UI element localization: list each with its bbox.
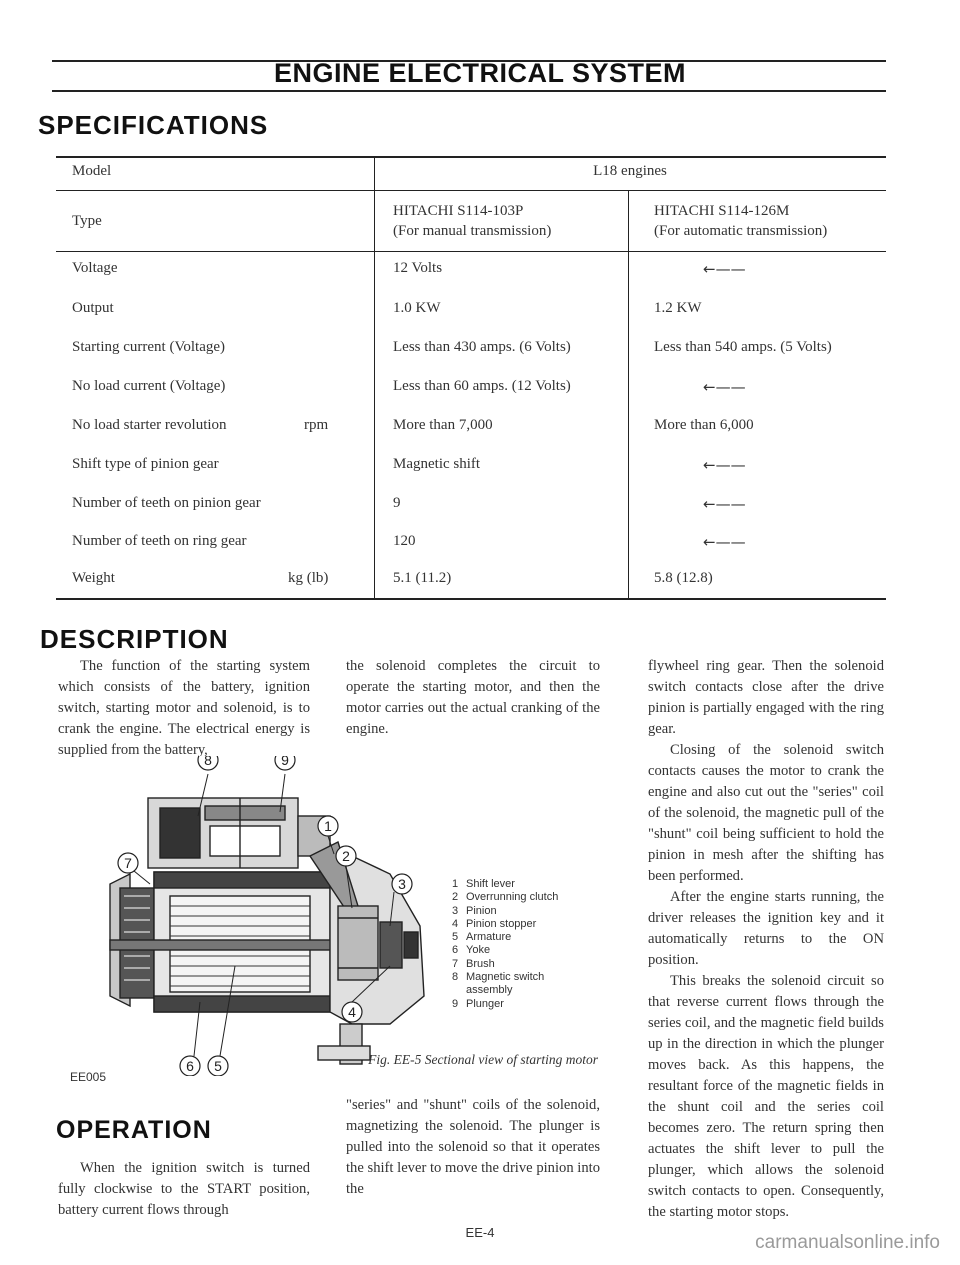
spec-label: Starting current (Voltage) bbox=[72, 339, 226, 355]
spec-type-label: Type bbox=[72, 213, 102, 229]
legend-number: 6 bbox=[452, 944, 459, 957]
callout-9: 9 bbox=[281, 756, 289, 768]
legend-item bbox=[452, 971, 558, 984]
legend-number: 9 bbox=[452, 997, 459, 1010]
legend-number: 5 bbox=[452, 931, 459, 944]
spec-model-value: L18 engines bbox=[593, 163, 667, 179]
spec-unit: rpm bbox=[304, 417, 329, 433]
figure-legend bbox=[452, 878, 558, 1011]
callout-3: 3 bbox=[398, 876, 406, 892]
site-watermark: carmanualsonline.info bbox=[755, 1232, 940, 1253]
legend-item bbox=[452, 944, 558, 957]
callout-2: 2 bbox=[342, 848, 350, 864]
same-as-left-arrow: ←—— bbox=[703, 533, 746, 551]
page-header-title: ENGINE ELECTRICAL SYSTEM bbox=[273, 58, 687, 88]
spec-col1-value: 12 Volts bbox=[393, 260, 443, 276]
legend-text: Armature bbox=[466, 931, 512, 944]
spec-label: No load current (Voltage) bbox=[72, 378, 226, 394]
legend-number: 8 bbox=[452, 971, 459, 984]
same-as-left-arrow: ←—— bbox=[703, 456, 746, 474]
legend-text: Plunger bbox=[466, 997, 504, 1010]
spec-unit: kg (lb) bbox=[288, 570, 329, 586]
legend-text: Overrunning clutch bbox=[466, 891, 559, 904]
legend-item bbox=[452, 891, 558, 904]
spec-col1-value: 5.1 (11.2) bbox=[393, 570, 452, 586]
spec-label: Number of teeth on pinion gear bbox=[72, 495, 261, 511]
spec-col1-value: Less than 60 amps. (12 Volts) bbox=[393, 378, 571, 394]
callout-6: 6 bbox=[186, 1058, 194, 1074]
spec-model-label: Model bbox=[72, 163, 112, 179]
spec-type-col1-line2: (For manual transmission) bbox=[393, 223, 552, 239]
legend-text: Pinion bbox=[466, 904, 497, 917]
description-col2 bbox=[346, 656, 600, 740]
col3-paragraph-4: This breaks the solenoid circuit so that reverse current flows through the series coil, and the magnetic field builds up in the direction in which the plunger moves back. As this happens, the resultant force of the magnetic fields in the shunt coil and the series coil becomes zero. The return spring then actuates the shift lever to pull the plunger, which allows the solenoid switch contacts to open. Consequently, the starting motor stops. bbox=[648, 973, 884, 1220]
spec-label: Weight bbox=[72, 570, 115, 586]
spec-table-divider-main bbox=[374, 156, 375, 600]
operation-title: OPERATION bbox=[56, 1116, 212, 1144]
spec-col2-value: 1.2 KW bbox=[654, 300, 702, 316]
spec-table-top-rule bbox=[56, 156, 886, 158]
spec-label: Number of teeth on ring gear bbox=[72, 533, 247, 549]
operation-paragraph: When the ignition switch is turned fully clockwise to the START position, battery current flows through bbox=[58, 1160, 310, 1218]
callout-1: 1 bbox=[324, 818, 332, 834]
same-as-left-arrow: ←—— bbox=[703, 378, 746, 396]
callout-5: 5 bbox=[214, 1058, 222, 1074]
spec-col2-value: 5.8 (12.8) bbox=[654, 570, 713, 586]
right-column bbox=[648, 656, 884, 1223]
legend-text: Brush bbox=[466, 957, 495, 970]
spec-col2-value: More than 6,000 bbox=[654, 417, 754, 433]
legend-item bbox=[452, 998, 558, 1011]
legend-number: 3 bbox=[452, 904, 459, 917]
description-paragraph: The function of the starting system which consists of the battery, ignition switch, starting motor and solenoid, is to crank the engine. The electrical energy is supplied from the battery, bbox=[58, 658, 310, 758]
legend-item bbox=[452, 931, 558, 944]
operation-continuation: "series" and "shunt" coils of the solenoid, magnetizing the solenoid. The plunger is pulled into the solenoid so that it operates the shift lever to move the drive pinion into the bbox=[346, 1097, 600, 1197]
description-continuation: the solenoid completes the circuit to operate the starting motor, and then the motor carries out the actual cranking of the engine. bbox=[346, 658, 600, 737]
spec-table-bottom-rule bbox=[56, 598, 886, 600]
legend-item bbox=[452, 905, 558, 918]
callout-4: 4 bbox=[348, 1004, 356, 1020]
starting-motor-sectional-diagram bbox=[90, 756, 440, 1076]
legend-text: Yoke bbox=[466, 944, 491, 957]
legend-number: 1 bbox=[452, 878, 459, 890]
callout-8: 8 bbox=[204, 756, 212, 768]
spec-col1-value: 120 bbox=[393, 533, 416, 549]
same-as-left-arrow: ←—— bbox=[703, 495, 746, 513]
spec-col1-value: More than 7,000 bbox=[393, 417, 493, 433]
legend-text: Pinion stopper bbox=[466, 917, 537, 930]
spec-col1-value: Magnetic shift bbox=[393, 456, 481, 472]
page-number: EE-4 bbox=[465, 1225, 495, 1240]
legend-item bbox=[452, 878, 558, 891]
spec-col1-value: 1.0 KW bbox=[393, 300, 441, 316]
figure-code: EE005 bbox=[70, 1070, 107, 1084]
spec-table-divider-sub bbox=[628, 190, 629, 600]
spec-label: Shift type of pinion gear bbox=[72, 456, 219, 472]
col3-paragraph-3: After the engine starts running, the driver releases the ignition key and it automatically returns to the ON position. bbox=[648, 889, 884, 968]
spec-label: Output bbox=[72, 300, 114, 316]
legend-number: 7 bbox=[452, 957, 459, 970]
legend-number: 4 bbox=[452, 917, 459, 930]
spec-label: Voltage bbox=[72, 260, 118, 276]
legend-item bbox=[452, 958, 558, 971]
spec-table-header-rule bbox=[56, 190, 886, 191]
callout-7: 7 bbox=[124, 855, 132, 871]
spec-type-col2-line1: HITACHI S114-126M bbox=[654, 203, 790, 219]
spec-col1-value: 9 bbox=[393, 495, 401, 511]
spec-label: No load starter revolution bbox=[72, 417, 227, 433]
same-as-left-arrow: ←—— bbox=[703, 260, 746, 278]
description-col1 bbox=[58, 656, 310, 761]
operation-col2 bbox=[346, 1095, 600, 1200]
description-title: DESCRIPTION bbox=[40, 624, 229, 654]
legend-text-continuation: assembly bbox=[466, 984, 513, 997]
spec-type-col2-line2: (For automatic transmission) bbox=[654, 223, 828, 239]
spec-type-col1-line1: HITACHI S114-103P bbox=[393, 203, 524, 219]
operation-col1 bbox=[58, 1158, 310, 1221]
specifications-title: SPECIFICATIONS bbox=[38, 110, 269, 140]
figure-caption: Fig. EE-5 Sectional view of starting motor bbox=[368, 1052, 598, 1067]
col3-paragraph-2: Closing of the solenoid switch contacts causes the motor to crank the engine and also cut out the "series" coil of the solenoid, the magnetic pull of the "shunt" coil being sufficient to hold the pinion in mesh after the shifting has been performed. bbox=[648, 742, 884, 884]
legend-text: Shift lever bbox=[466, 878, 515, 890]
col3-paragraph-1: flywheel ring gear. Then the solenoid switch contacts close after the drive pinion is partially engaged with the ring gear. bbox=[648, 658, 884, 737]
legend-text: Magnetic switch bbox=[466, 971, 545, 984]
spec-table-type-rule bbox=[56, 251, 886, 252]
legend-number: 2 bbox=[452, 891, 459, 904]
legend-item bbox=[452, 918, 558, 931]
spec-col1-value: Less than 430 amps. (6 Volts) bbox=[393, 339, 571, 355]
header-rule-bottom bbox=[52, 90, 886, 92]
spec-col2-value: Less than 540 amps. (5 Volts) bbox=[654, 339, 832, 355]
